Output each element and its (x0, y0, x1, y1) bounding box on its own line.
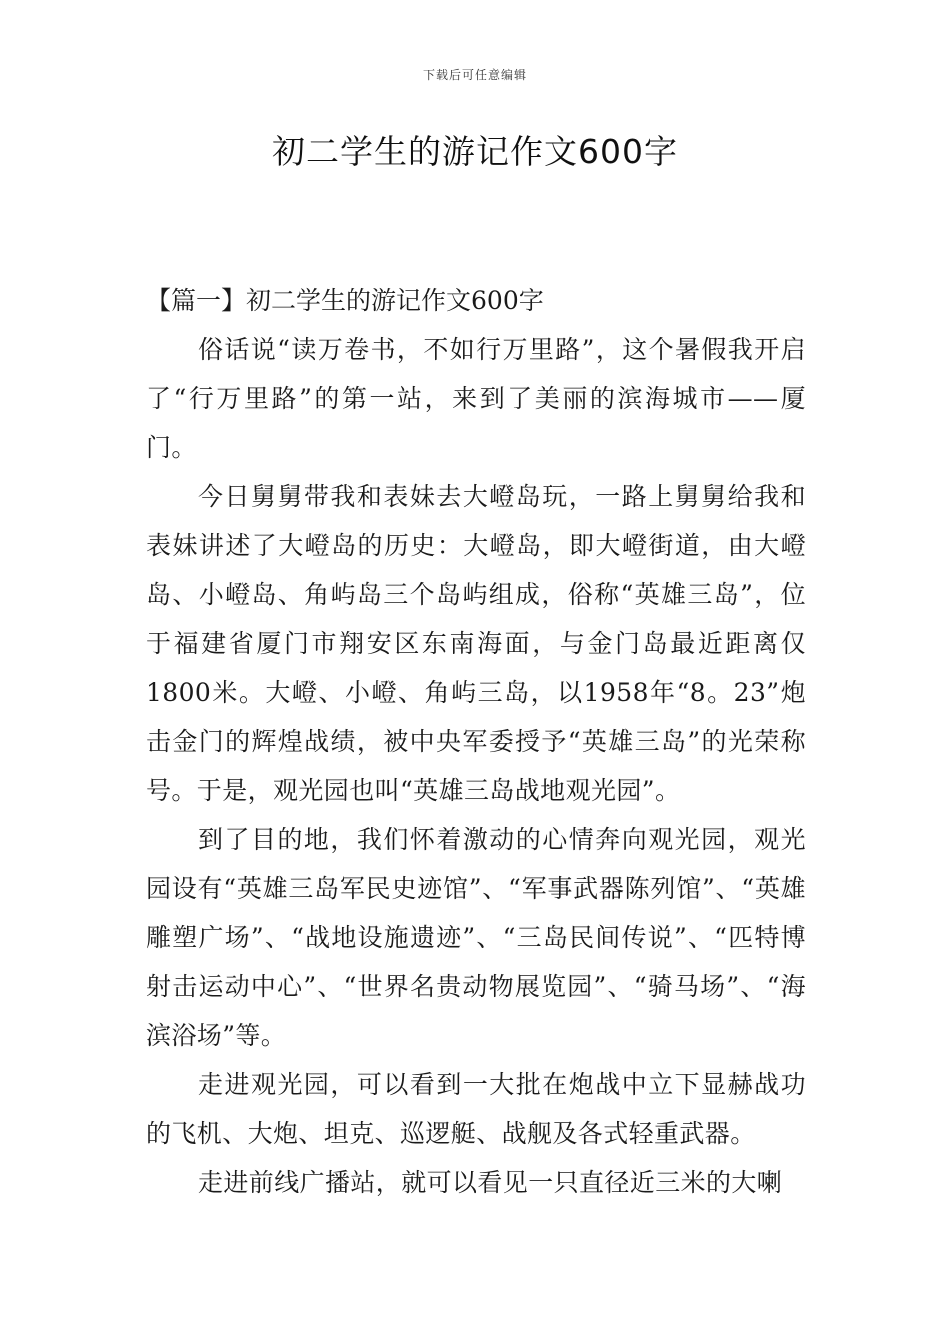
paragraph-2: 今日舅舅带我和表妹去大嶝岛玩，一路上舅舅给我和表妹讲述了大嶝岛的历史：大嶝岛，即大嶝街道，由大嶝岛、小嶝岛、角屿岛三个岛屿组成，俗称“英雄三岛”，位于福建省厦门市翔安区东南海面，与金门岛最近距离仅1800米。大嶝、小嶝、角屿三岛，以1958年“8。23”炮击金门的辉煌战绩，被中央军委授予“英雄三岛”的光荣称号。于是，观光园也叫“英雄三岛战地观光园”。 (146, 482, 806, 805)
document-body (146, 276, 806, 1207)
paragraph-3: 到了目的地，我们怀着激动的心情奔向观光园，观光园设有“英雄三岛军民史迹馆”、“军事武器陈列馆”、“英雄雕塑广场”、“战地设施遗迹”、“三岛民间传说”、“匹特博射击运动中心”、“世界名贵动物展览园”、“骑马场”、“海滨浴场”等。 (146, 825, 806, 1050)
paragraph-1: 俗话说“读万卷书，不如行万里路”，这个暑假我开启了“行万里路”的第一站，来到了美丽的滨海城市——厦门。 (146, 335, 806, 462)
section-heading: 【篇一】初二学生的游记作文600字 (146, 286, 544, 315)
paragraph-4: 走进观光园，可以看到一大批在炮战中立下显赫战功的飞机、大炮、坦克、巡逻艇、战舰及各式轻重武器。 (146, 1070, 806, 1148)
header-note: 下载后可任意编辑 (422, 68, 527, 82)
paragraph-5: 走进前线广播站，就可以看见一只直径近三米的大喇 (198, 1168, 783, 1197)
document-title: 初二学生的游记作文600字 (272, 132, 678, 171)
